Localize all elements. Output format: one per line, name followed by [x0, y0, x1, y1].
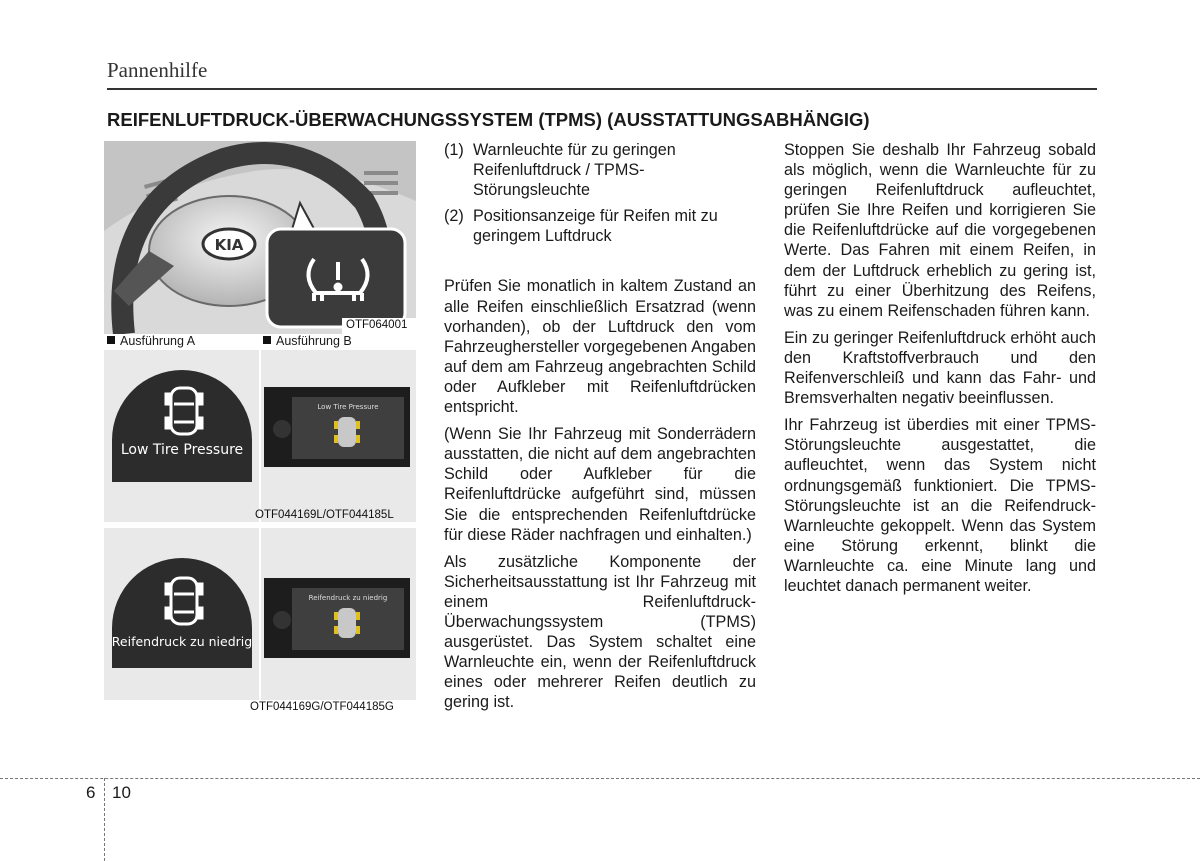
paragraph: Als zusätzliche Komponente der Sicherheitsausstattung ist Ihr Fahrzeug mit einem Reifenluftdruck-Überwachungssystem (TPMS) ausgerüstet. Das System schaltet eine Warnleuchte ein, wenn der Reifenluftdruck eines oder mehrerer Reifen deutlich zu gering ist. — [444, 552, 756, 712]
lcd-display-en — [264, 387, 410, 467]
legend-text: Warnleuchte für zu geringen Reifenluftdruck / TPMS-Störungsleuchte — [473, 141, 676, 200]
legend-item-2 — [444, 206, 756, 246]
page-number: 10 — [112, 783, 131, 802]
chapter-number: 6 — [86, 783, 96, 802]
lcd-text-de: Reifendruck zu niedrig — [308, 594, 388, 602]
footer-dashed-rule — [0, 778, 1200, 779]
legend-text: Positionsanzeige für Reifen mit zu geringem Luftdruck — [473, 207, 718, 246]
lcd-text-en: Low Tire Pressure — [317, 403, 379, 411]
paragraph: (Wenn Sie Ihr Fahrzeug mit Sonderrädern ausstatten, die nicht auf dem angebrachten Schild oder Aufkleber für die Reifenluftdrücke aufgeführt sind, müssen Sie die entsprechenden Reifenluftdrücke für diese Räder nachfragen und einhalten.) — [444, 425, 756, 544]
section-label: Pannenhilfe — [107, 58, 208, 82]
gauge-text-en: Low Tire Pressure — [120, 442, 244, 458]
square-bullet-icon — [107, 336, 115, 344]
gauge-display-en — [104, 350, 259, 522]
gauge-text-de: Reifendruck zu niedrig — [111, 634, 253, 649]
dashboard-illustration — [104, 141, 416, 334]
figure-code-row-2: OTF044169G/OTF044185G — [250, 701, 394, 713]
paragraph: Ein zu geringer Reifenluftdruck erhöht auch den Kraftstoffverbrauch und den Reifenverschleiß und kann das Fahr- und Bremsverhalten negativ beeinflussen. — [784, 328, 1096, 408]
footer-vertical-rule — [104, 778, 105, 861]
figure-code-dashboard: OTF064001 — [346, 319, 408, 331]
variant-a-label: Ausführung A — [107, 334, 195, 348]
header-rule — [107, 88, 1097, 90]
kia-logo: KIA — [214, 236, 244, 254]
dashboard-figure — [104, 141, 416, 334]
legend-number: (1) — [444, 141, 464, 159]
lcd-display-de — [264, 578, 410, 658]
paragraph: Stoppen Sie deshalb Ihr Fahrzeug sobald als möglich, wenn die Warnleuchte für zu geringen Reifenluftdruck aufleuchtet, prüfen Sie Ihre Reifen und korrigieren Sie die Reifenluftdrücke auf die vorgegebenen Werte. Das Fahren mit einem Reifen, in dem der Luftdruck erheblich zu gering ist, führt zu einer Überhitzung des Reifens, was zu einem Reifenschaden führen kann. — [784, 141, 1096, 320]
legend-item-1 — [444, 140, 756, 200]
paragraph: Ihr Fahrzeug ist überdies mit einer TPMS-Störungsleuchte ausgestattet, die aufleuchtet, wenn das System nicht ordnungsgemäß funktioniert. Die TPMS-Störungsleuchte ist an die Reifendruck-Warnleuchte gekoppelt. Wenn das System eine Störung erkennt, blinkt die Warnleuchte ca. eine Minute lang und leuchtet danach permanent weiter. — [784, 416, 1096, 595]
figure-row-1 — [104, 350, 416, 522]
figure-row-2 — [104, 528, 416, 700]
variant-b-label: Ausführung B — [263, 334, 352, 348]
gauge-display-de — [104, 528, 259, 700]
square-bullet-icon — [263, 336, 271, 344]
paragraph: Prüfen Sie monatlich in kaltem Zustand an alle Reifen einschließlich Ersatzrad (wenn vorhanden), ob der Luftdruck den vom Fahrzeughersteller vorgegebenen Angaben auf dem am Fahrzeug angebrachten Schild oder Aufkleber mit Reifenluftdrücken entspricht. — [444, 277, 756, 417]
text-column-3 — [784, 140, 1096, 603]
text-column-2 — [444, 140, 756, 719]
page-heading: REIFENLUFTDRUCK-ÜBERWACHUNGSSYSTEM (TPMS) (AUSSTATTUNGSABHÄNGIG) — [107, 109, 870, 130]
figure-code-row-1: OTF044169L/OTF044185L — [255, 509, 394, 521]
legend-number: (2) — [444, 207, 464, 226]
